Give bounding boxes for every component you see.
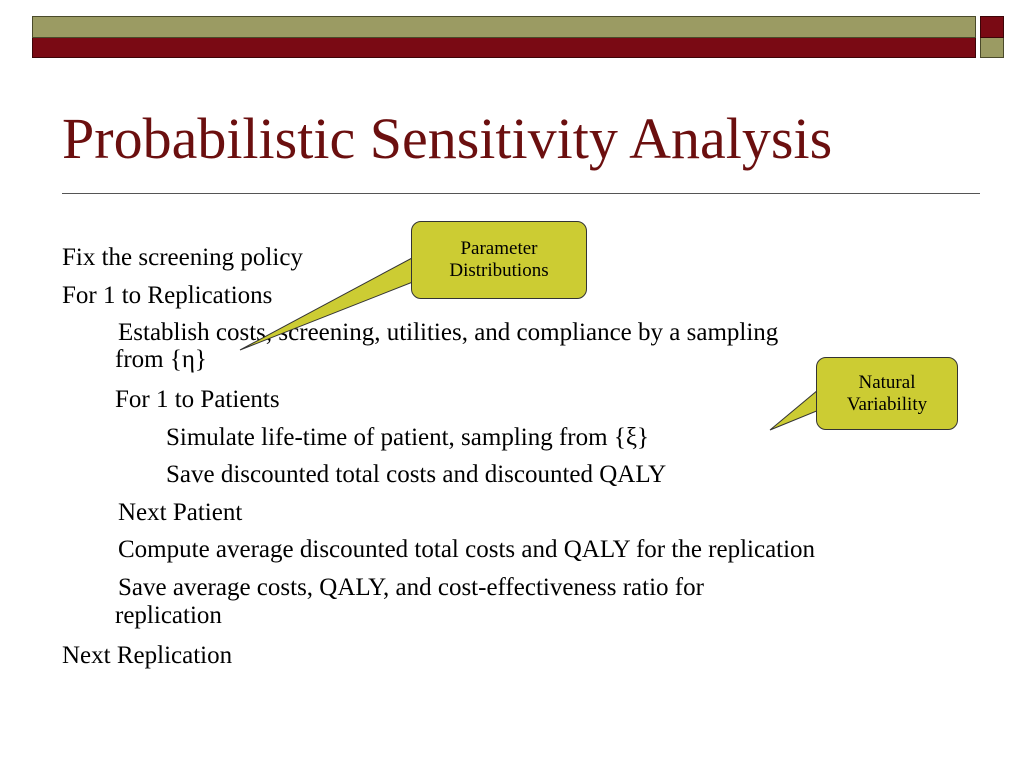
slide-title: Probabilistic Sensitivity Analysis <box>62 106 833 171</box>
line-from-eta: from {η} <box>115 346 207 373</box>
line-save-discounted: Save discounted total costs and discounted QALY <box>166 461 667 488</box>
callout-parameter-line-2: Distributions <box>449 260 549 281</box>
natural-variability-callout <box>816 357 958 430</box>
callout-parameter-line-1: Parameter <box>460 238 538 259</box>
parameter-callout-pointer <box>240 258 428 350</box>
line-save-average: Save average costs, QALY, and cost-effectiveness ratio for <box>118 574 704 601</box>
line-compute-average: Compute average discounted total costs and QALY for the replication <box>118 536 816 563</box>
parameter-distributions-callout <box>411 221 587 299</box>
callout-natural-line-2: Variability <box>846 393 928 415</box>
line-next-patient: Next Patient <box>118 499 243 526</box>
callout-natural-line-1: Natural <box>858 371 916 393</box>
line-for-replications: For 1 to Replications <box>62 282 273 309</box>
line-next-replication: Next Replication <box>62 642 233 669</box>
line-replication: replication <box>115 602 222 629</box>
line-for-patients: For 1 to Patients <box>115 386 280 413</box>
line-establish-costs: Establish costs, screening, utilities, and compliance by a sampling <box>118 319 779 346</box>
line-simulate-lifetime: Simulate life-time of patient, sampling from {ξ} <box>166 424 649 451</box>
line-fix-policy: Fix the screening policy <box>62 244 303 271</box>
